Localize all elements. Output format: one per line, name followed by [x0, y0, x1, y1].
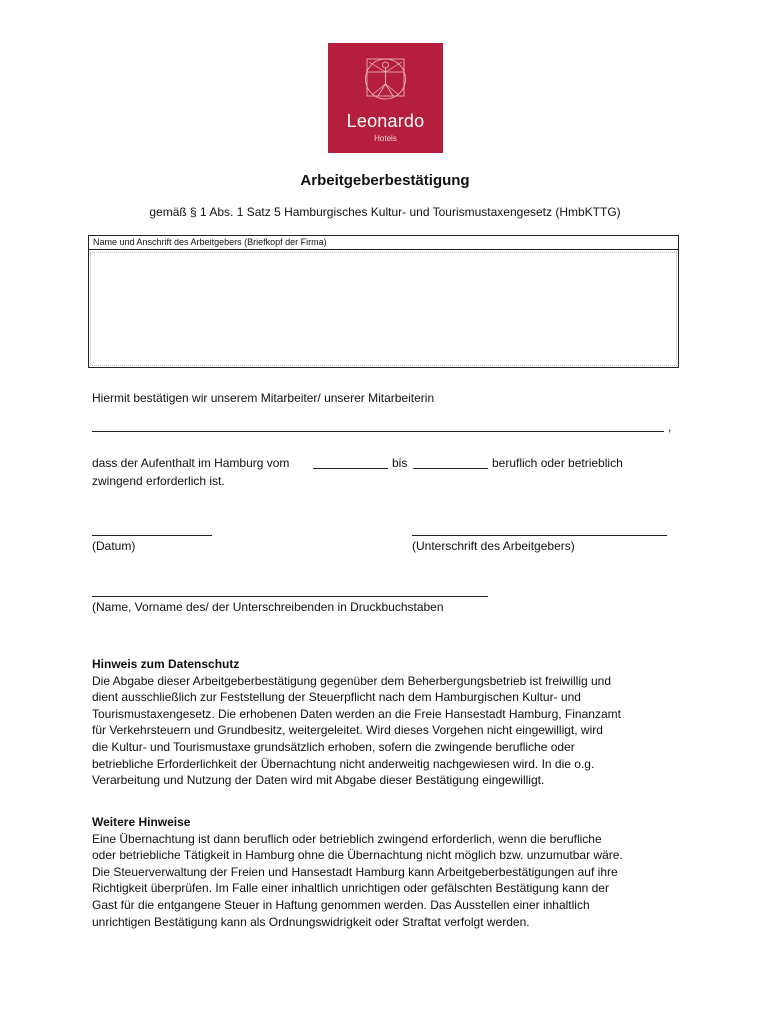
privacy-line: Verarbeitung und Nutzung der Daten wird mit Abgabe dieser Bestätigung eingewilligt. — [92, 773, 545, 788]
printed-name-line[interactable] — [92, 596, 488, 597]
privacy-line: dient ausschließlich zur Feststellung der Steuerpflicht nach dem Hamburgischen Kultur- und — [92, 690, 581, 705]
stay-bis-text: bis — [392, 456, 408, 470]
privacy-line: für Verkehrsteuern und Grundbesitz, weitergeleitet. Wird dieses Vorgehen nicht eingewilligt, wird — [92, 723, 603, 738]
stay-line2-text: zwingend erforderlich ist. — [92, 474, 225, 488]
printed-name-label: (Name, Vorname des/ der Unterschreibenden in Druckbuchstaben — [92, 600, 444, 614]
employee-name-line[interactable] — [92, 431, 664, 432]
further-heading: Weitere Hinweise — [92, 815, 191, 829]
privacy-line: die Kultur- und Tourismustaxe grundsätzlich erhoben, sofern die zwingende berufliche oder — [92, 739, 575, 754]
further-line: Die Steuerverwaltung der Freien und Hansestadt Hamburg kann Arbeitgeberbestätigungen auf ihre — [92, 864, 618, 879]
privacy-notice — [92, 656, 682, 789]
stay-suffix-text: beruflich oder betrieblich — [492, 456, 623, 470]
leonardo-hotels-logo — [328, 43, 443, 153]
name-line-comma: , — [668, 420, 672, 434]
further-line: unrichtigen Bestätigung kann als Ordnungswidrigkeit oder Straftat verfolgt werden. — [92, 914, 530, 929]
further-line: Richtigkeit überprüfen. Im Falle einer inhaltlich unrichtigen oder gefälschten Bestätigung kann der — [92, 881, 609, 896]
date-label: (Datum) — [92, 539, 136, 553]
stay-prefix-text: dass der Aufenthalt im Hamburg vom — [92, 456, 290, 470]
employer-address-label: Name und Anschrift des Arbeitgebers (Briefkopf der Firma) — [89, 236, 678, 250]
further-line: oder betriebliche Tätigkeit in Hamburg ohne die Übernachtung nicht möglich bzw. unzumutbar wäre. — [92, 848, 623, 863]
privacy-line: betriebliche Erforderlichkeit der Übernachtung nicht anderweitig nachgewiesen wird. In die o.g. — [92, 756, 595, 771]
document-title: Arbeitgeberbestätigung — [300, 172, 470, 189]
date-signature-line[interactable] — [92, 535, 212, 536]
logo-name: Leonardo — [346, 111, 425, 131]
employer-address-field[interactable] — [90, 252, 677, 366]
further-notes — [92, 814, 682, 930]
signature-label: (Unterschrift des Arbeitgebers) — [412, 539, 575, 553]
employer-address-box — [88, 235, 679, 368]
document-subtitle: gemäß § 1 Abs. 1 Satz 5 Hamburgisches Kultur- und Tourismustaxengesetz (HmbKTTG) — [149, 205, 621, 219]
date-from-line[interactable] — [313, 468, 388, 469]
privacy-line: Tourismustaxengesetz. Die erhobenen Daten werden an die Freie Hansestadt Hamburg, Finanzamt — [92, 706, 621, 721]
vitruvian-man-icon — [364, 53, 407, 105]
further-line: Eine Übernachtung ist dann beruflich oder betrieblich zwingend erforderlich, wenn die berufliche — [92, 831, 602, 846]
privacy-line: Die Abgabe dieser Arbeitgeberbestätigung gegenüber dem Beherbergungsbetrieb ist freiwillig und — [92, 673, 612, 688]
employer-signature-line[interactable] — [412, 535, 667, 536]
privacy-heading: Hinweis zum Datenschutz — [92, 657, 240, 671]
further-line: Gast für die entgangene Steuer in Haftung genommen werden. Das Ausstellen einer inhaltlich — [92, 897, 590, 912]
confirm-text: Hiermit bestätigen wir unserem Mitarbeiter/ unserer Mitarbeiterin — [92, 391, 435, 405]
logo-subtitle: Hotels — [374, 134, 397, 143]
date-to-line[interactable] — [413, 468, 488, 469]
